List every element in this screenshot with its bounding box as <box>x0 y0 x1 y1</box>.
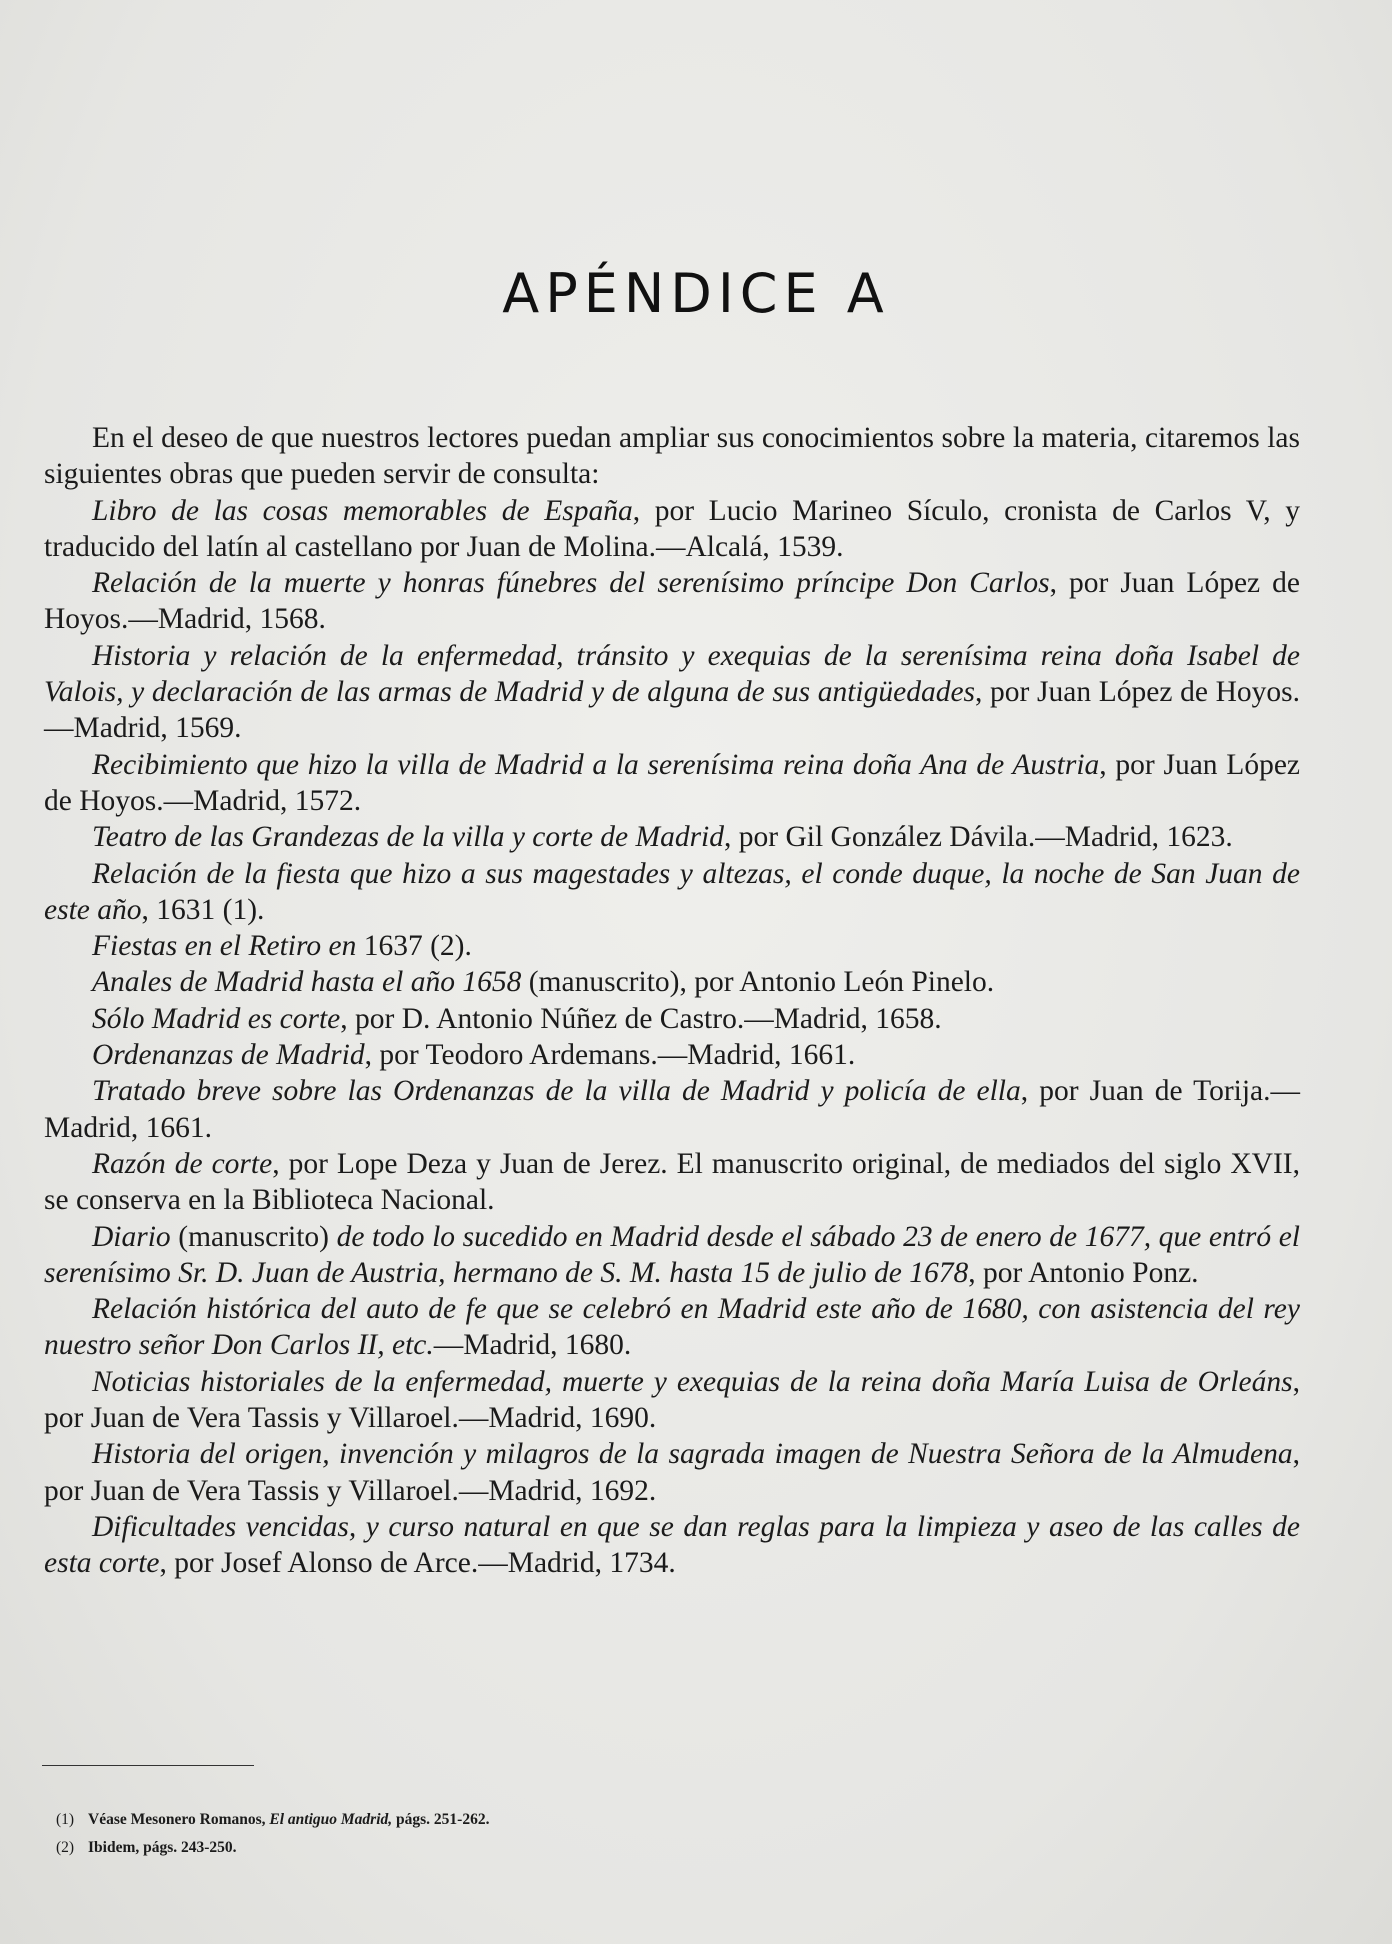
footnote-divider <box>42 1765 254 1766</box>
entry-title: Recibimiento que hizo la villa de Madrid a la serenísima reina doña Ana de Austria <box>92 748 1100 781</box>
bibliography-entry <box>44 964 1300 1000</box>
entry-details: , por Lucio Marineo Sículo, cronista de Carlos V, y traducido del latín al castellano por Juan de Molina.—Alcalá, 1539. <box>44 494 1301 563</box>
entry-details: , por Lope Deza y Juan de Jerez. El manuscrito original, de mediados del siglo XVII, se conserva en la Biblioteca Nacional. <box>44 1147 1300 1217</box>
entry-title: Fiestas en el Retiro en <box>92 930 357 963</box>
bibliography-entry <box>44 856 1300 929</box>
entry-details: , por Juan de Torija.—Madrid, 1661. <box>44 1075 1301 1144</box>
entry-title: Tratado breve sobre las Ordenanzas de la villa de Madrid y policía de ella <box>92 1075 1021 1108</box>
entry-title: Diario <box>92 1220 171 1253</box>
footnote-number: (2) <box>56 1839 75 1856</box>
bibliography-entry <box>44 1436 1300 1509</box>
entry-details: , por Teodoro Ardemans.—Madrid, 1661. <box>364 1039 856 1072</box>
footnote-number: (1) <box>56 1811 75 1828</box>
bibliography-entry <box>44 638 1300 747</box>
entry-title: Relación de la muerte y honras fúnebres del serenísimo príncipe Don Carlos <box>92 567 1050 600</box>
page-title: APÉNDICE A <box>502 262 890 325</box>
footnote-italic: El antiguo Madrid, <box>269 1811 393 1828</box>
entry-details: (manuscrito), por Antonio León Pinelo. <box>521 966 995 999</box>
entry-details: , por Josef Alonso de Arce.—Madrid, 1734. <box>159 1547 676 1580</box>
entry-title: Historia y relación de la enfermedad, tránsito y exequias de la serenísima reina doña Isabel de Valois, y declaración de las armas de Madrid y de alguna de sus antigüedades <box>44 639 1300 709</box>
bibliography-entry <box>44 747 1300 820</box>
bibliography-body <box>44 420 1300 1582</box>
bibliography-entry <box>44 928 1300 964</box>
entry-details: , por Juan de Vera Tassis y Villaroel.—Madrid, 1690. <box>44 1365 1300 1435</box>
bibliography-entry <box>44 1037 1300 1073</box>
entry-details: 1637 (2). <box>356 930 472 963</box>
bibliography-entry <box>44 1291 1300 1364</box>
bibliography-entry <box>44 1219 1300 1292</box>
intro-paragraph: En el deseo de que nuestros lectores puedan ampliar sus conocimientos sobre la materia, citaremos las siguientes obras que pueden servir de consulta: <box>44 422 1300 491</box>
footnote-text: Véase Mesonero Romanos, <box>88 1811 270 1828</box>
entry-details: , por Juan López de Hoyos.—Madrid, 1568. <box>44 567 1300 636</box>
entry-title: Relación histórica del auto de fe que se celebró en Madrid este año de 1680, con asistencia del rey nuestro señor Don Carlos II, etc. <box>44 1293 1300 1362</box>
entry-details: , por Juan de Vera Tassis y Villaroel.—Madrid, 1692. <box>44 1438 1300 1507</box>
bibliography-entry <box>44 1001 1300 1037</box>
bibliography-entry <box>44 1364 1300 1437</box>
entry-title: Historia del origen, invención y milagros de la sagrada imagen de Nuestra Señora de la Almudena <box>92 1438 1293 1471</box>
entry-details: , por D. Antonio Núñez de Castro.—Madrid, 1658. <box>340 1002 942 1035</box>
entry-title: Ordenanzas de Madrid <box>92 1039 365 1072</box>
bibliography-entry <box>44 819 1300 855</box>
entry-title: Noticias historiales de la enfermedad, muerte y exequias de la reina doña María Luisa de Orleáns <box>92 1365 1293 1398</box>
footnote-text: Ibidem, págs. 243-250. <box>88 1839 237 1856</box>
entry-note: (manuscrito) <box>170 1220 337 1253</box>
bibliography-entry <box>44 1509 1300 1582</box>
entry-details: , por Juan López de Hoyos.—Madrid, 1572. <box>44 748 1301 817</box>
footnote <box>56 1806 956 1834</box>
footnote-text-end: págs. 251-262. <box>392 1811 490 1828</box>
entry-details: , 1631 (1). <box>141 893 265 926</box>
entry-details: , por Juan López de Hoyos.—Madrid, 1569. <box>44 676 1300 745</box>
entry-title: Anales de Madrid hasta el año 1658 <box>92 966 522 999</box>
footnote <box>56 1834 956 1862</box>
bibliography-entry <box>44 565 1300 638</box>
entry-details: —Madrid, 1680. <box>433 1329 632 1362</box>
entry-title: Dificultades vencidas, y curso natural en que se dan reglas para la limpieza y aseo de las calles de esta corte <box>44 1510 1300 1580</box>
bibliography-entry <box>44 1146 1300 1219</box>
entry-title: Libro de las cosas memorables de España <box>92 494 633 527</box>
entry-title: Razón de corte <box>92 1147 273 1180</box>
entry-title: Sólo Madrid es corte <box>92 1002 341 1035</box>
entry-title-continued: de todo lo sucedido en Madrid desde el sábado 23 de enero de 1677, que entró el serenísimo Sr. D. Juan de Austria, hermano de S. M. hasta 15 de julio de 1678 <box>44 1220 1300 1289</box>
entry-title: Teatro de las Grandezas de la villa y corte de Madrid <box>92 821 725 854</box>
entry-title: Relación de la fiesta que hizo a sus magestades y altezas, el conde duque, la noche de San Juan de este año <box>44 857 1300 926</box>
bibliography-entry <box>44 493 1300 566</box>
bibliography-entry <box>44 1073 1300 1146</box>
footnotes <box>56 1806 956 1862</box>
entry-details: , por Antonio Ponz. <box>968 1256 1199 1289</box>
entry-details: , por Gil González Dávila.—Madrid, 1623. <box>724 821 1233 854</box>
